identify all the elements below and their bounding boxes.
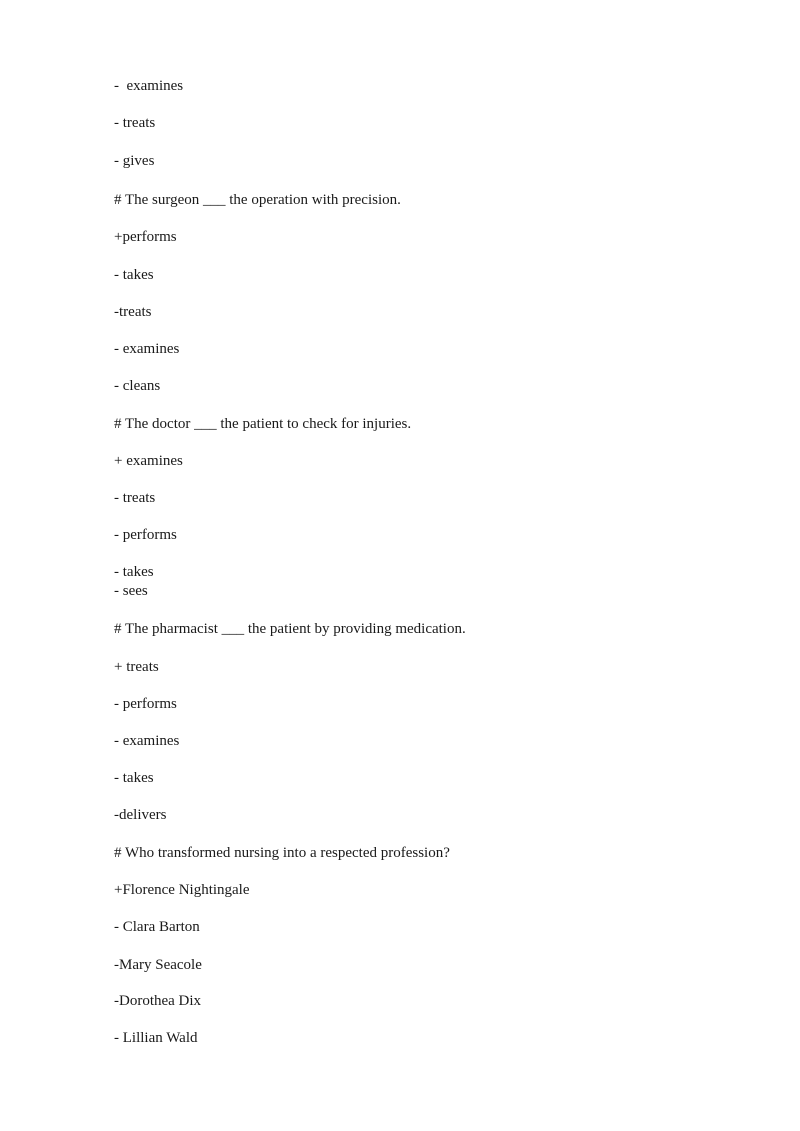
answer-option: - performs <box>114 696 177 712</box>
question-text: # The pharmacist ___ the patient by providing medication. <box>114 621 466 637</box>
correct-answer-option: + treats <box>114 659 159 675</box>
answer-option: -Mary Seacole <box>114 957 202 973</box>
answer-option: - treats <box>114 490 156 506</box>
answer-option: - cleans <box>114 378 161 394</box>
answer-option: - takes <box>114 770 154 786</box>
answer-option: - examines <box>114 341 180 357</box>
answer-option: - treats <box>114 115 156 131</box>
correct-answer-option: +Florence Nightingale <box>114 882 250 898</box>
answer-option: - sees <box>114 583 148 599</box>
answer-option: -delivers <box>114 807 167 823</box>
answer-option: -Dorothea Dix <box>114 993 202 1009</box>
answer-option: - Clara Barton <box>114 919 200 935</box>
answer-option: - examines <box>114 733 180 749</box>
answer-option: - examines <box>114 78 184 94</box>
correct-answer-option: +performs <box>114 229 177 245</box>
question-text: # The doctor ___ the patient to check for injuries. <box>114 416 412 432</box>
question-text: # Who transformed nursing into a respected profession? <box>114 845 450 861</box>
answer-option: - Lillian Wald <box>114 1030 198 1046</box>
answer-option: - takes <box>114 267 154 283</box>
answer-option: -treats <box>114 304 152 320</box>
question-text: # The surgeon ___ the operation with precision. <box>114 192 401 208</box>
answer-option: - gives <box>114 153 155 169</box>
answer-option: - takes <box>114 564 154 580</box>
correct-answer-option: + examines <box>114 453 183 469</box>
answer-option: - performs <box>114 527 177 543</box>
